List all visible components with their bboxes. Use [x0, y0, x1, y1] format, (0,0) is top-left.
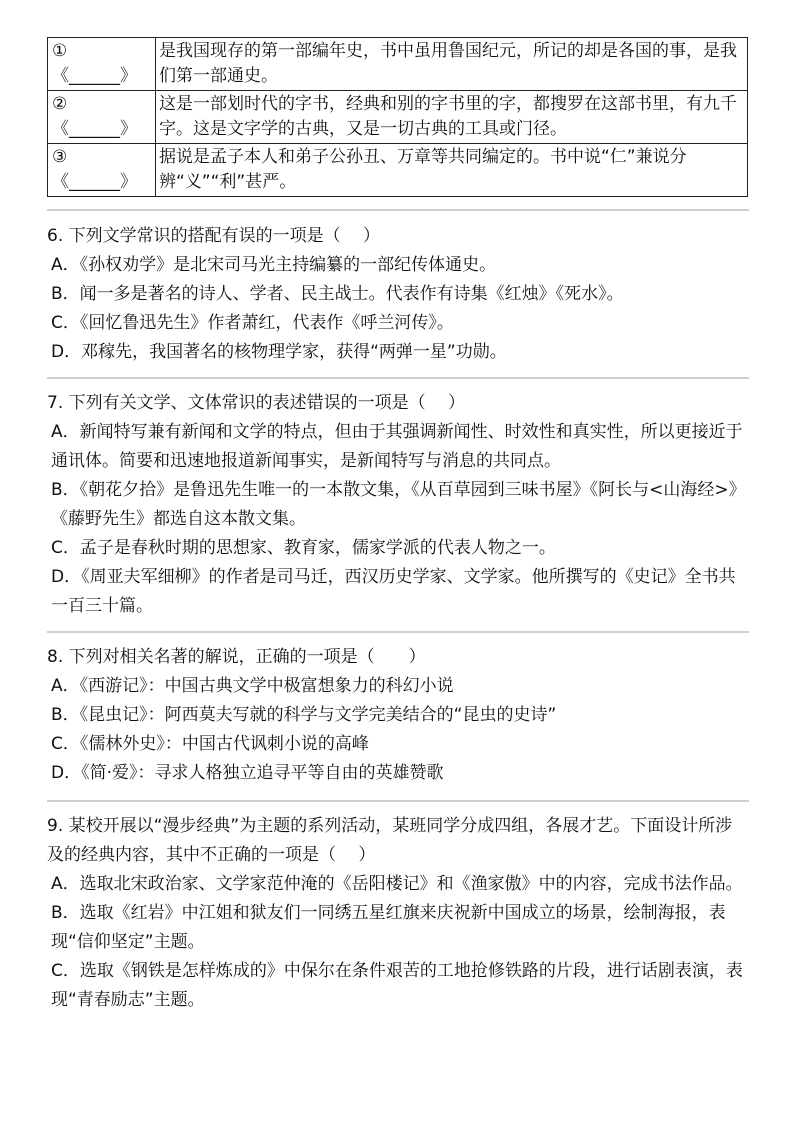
- option-c: C．孟子是春秋时期的思想家、教育家，儒家学派的代表人物之一。: [51, 538, 556, 558]
- option-d: D．《周亚夫军细柳》的作者是司马迁，西汉历史学家、文学家。他所撰写的《史记》全书共一百三十篇。: [51, 567, 736, 616]
- row-label-cell: [48, 91, 156, 144]
- table-row: [48, 38, 748, 91]
- row-description: 是我国现存的第一部编年史，书中虽用鲁国纪元，所记的却是各国的事，是我们第一部通史。: [156, 38, 748, 91]
- question-stem: 8. 下列对相关名著的解说，正确的一项是（ ）: [47, 647, 426, 667]
- table-row: [48, 91, 748, 144]
- row-number: ②: [52, 94, 68, 114]
- option-a: A．选取北宋政治家、文学家范仲淹的《岳阳楼记》和《渔家傲》中的内容，完成书法作品。: [51, 874, 743, 894]
- row-description: 据说是孟子本人和弟子公孙丑、万章等共同编定的。书中说“仁”兼说分辨“义”“利”甚严。: [156, 144, 748, 197]
- divider: [47, 377, 749, 379]
- table-row: [48, 144, 748, 197]
- divider: [47, 800, 749, 802]
- option-d: D．《简·爱》：寻求人格独立追寻平等自由的英雄赞歌: [51, 763, 444, 783]
- question-7: [47, 389, 749, 621]
- divider: [47, 209, 749, 211]
- row-number: ①: [52, 41, 68, 61]
- worksheet-page: [47, 37, 749, 1015]
- row-description: 这是一部划时代的字书，经典和别的字书里的字，都搜罗在这部书里，有九千字。这是文字学的古典，又是一切古典的工具或门径。: [156, 91, 748, 144]
- row-label-cell: [48, 144, 156, 197]
- option-c: C．选取《钢铁是怎样炼成的》中保尔在条件艰苦的工地抢修铁路的片段，进行话剧表演，表现“青春励志”主题。: [51, 961, 743, 1010]
- title-blank: 《______》: [52, 66, 137, 86]
- option-d: D．邓稼先，我国著名的核物理学家，获得“两弹一星”功勋。: [51, 342, 507, 362]
- option-a: A．新闻特写兼有新闻和文学的特点，但由于其强调新闻性、时效性和真实性，所以更接近于通讯体。简要和迅速地报道新闻事实，是新闻特写与消息的共同点。: [51, 422, 743, 471]
- question-stem: 6. 下列文学常识的搭配有误的一项是（ ）: [47, 226, 381, 246]
- title-blank: 《______》: [52, 119, 137, 139]
- option-a: A．《西游记》：中国古典文学中极富想象力的科幻小说: [51, 676, 454, 696]
- option-c: C．《回忆鲁迅先生》作者萧红，代表作《呼兰河传》。: [51, 313, 454, 333]
- question-6: [47, 222, 749, 367]
- option-b: B．闻一多是著名的诗人、学者、民主战士。代表作有诗集《红烛》《死水》。: [51, 284, 624, 304]
- row-label-cell: [48, 38, 156, 91]
- question-stem: 7. 下列有关文学、文体常识的表述错误的一项是（ ）: [47, 393, 466, 413]
- option-b: B．《昆虫记》：阿西莫夫写就的科学与文学完美结合的“昆虫的史诗”: [51, 705, 557, 725]
- option-c: C．《儒林外史》：中国古代讽刺小说的高峰: [51, 734, 369, 754]
- divider: [47, 631, 749, 633]
- option-b: B．《朝花夕拾》是鲁迅先生唯一的一本散文集，《从百草园到三味书屋》《阿长与<山海经>》《藤野先生》都选自这本散文集。: [51, 480, 746, 529]
- option-a: A．《孙权劝学》是北宋司马光主持编纂的一部纪传体通史。: [51, 255, 497, 275]
- row-number: ③: [52, 147, 68, 167]
- question-8: [47, 643, 749, 788]
- question-9: [47, 812, 749, 1015]
- title-blank: 《______》: [52, 172, 137, 192]
- book-table: [47, 37, 748, 197]
- question-stem: 9. 某校开展以“漫步经典”为主题的系列活动，某班同学分成四组，各展才艺。下面设计所涉及的经典内容，其中不正确的一项是（ ）: [47, 816, 733, 865]
- option-b: B．选取《红岩》中江姐和狱友们一同绣五星红旗来庆祝新中国成立的场景，绘制海报，表现“信仰坚定”主题。: [51, 903, 726, 952]
